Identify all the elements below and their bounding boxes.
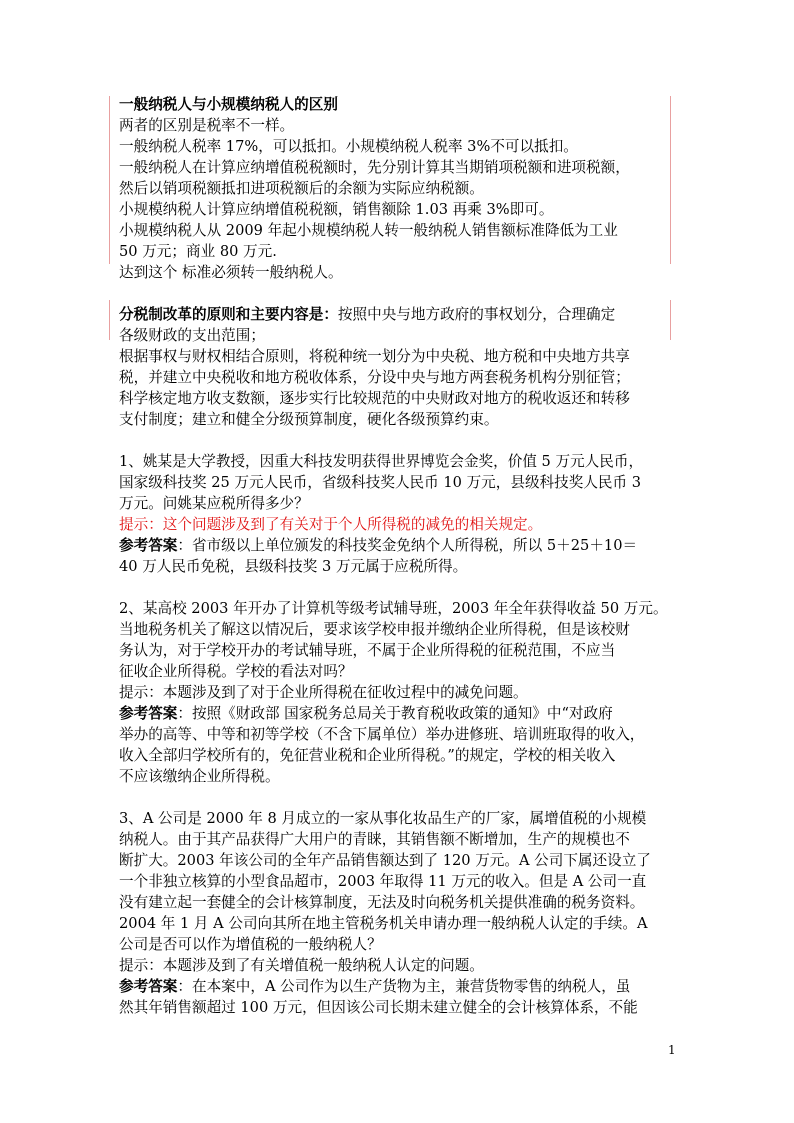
text-line: 根据事权与财权相结合原则，将税种统一划分为中央税、地方税和中央地方共享 (119, 348, 630, 365)
question-2-hint: 提示：本题涉及到了对于企业所得税在征收过程中的减免问题。 (119, 684, 528, 701)
revision-bar-right (670, 96, 671, 264)
text-line: 不应该缴纳企业所得税。 (119, 768, 280, 785)
text-line: 然其年销售额超过 100 万元，但因该公司长期未建立健全的会计核算体系，不能 (119, 999, 638, 1016)
text-line: 各级财政的支出范围； (119, 327, 265, 344)
question-3-line: 没有建立起一套健全的会计核算制度，无法及时向税务机关提供准确的税务资料。 (119, 894, 645, 911)
section-reform-intro: 分税制改革的原则和主要内容是：按照中央与地方政府的事权划分，合理确定 (119, 306, 616, 323)
text-line: 支付制度；建立和健全分级预算制度，硬化各级预算约束。 (119, 411, 499, 428)
question-3-line: 公司是否可以作为增值税的一般纳税人？ (119, 936, 382, 953)
section-title-tax-reform: 分税制改革的原则和主要内容是： (119, 306, 338, 323)
question-3-line: 2004 年 1 月 A 公司向其所在地主管税务机关申请办理一般纳税人认定的手续。A (119, 915, 648, 932)
question-3-answer: 参考答案：在本案中，A 公司作为以生产货物为主，兼营货物零售的纳税人，虽 (119, 978, 631, 995)
revision-bar-left (109, 96, 110, 264)
question-1-hint: 提示：这个问题涉及到了有关对于个人所得税的减免的相关规定。 (119, 516, 543, 533)
text-line: 税，并建立中央税收和地方税收体系，分设中央与地方两套税务机构分别征管； (119, 369, 630, 386)
text-line: 收入全部归学校所有的，免征营业税和企业所得税。”的规定，学校的相关收入 (119, 747, 616, 764)
text-line: 40 万人民币免税，县级科技奖 3 万元属于应税所得。 (119, 558, 468, 575)
text-line: 一般纳税人税率 17%，可以抵扣。小规模纳税人税率 3%不可以抵扣。 (119, 138, 578, 155)
text-line: 达到这个 标准必须转一般纳税人。 (119, 264, 343, 281)
answer-label: 参考答案 (119, 705, 178, 722)
text-line: 小规模纳税人计算应纳增值税税额，销售额除 1.03 再乘 3%即可。 (119, 201, 554, 218)
question-1-line: 国家级科技奖 25 万元人民币，省级科技奖人民币 10 万元，县级科技奖人民币 3 (119, 474, 642, 491)
question-2-answer: 参考答案：按照《财政部 国家税务总局关于教育税收政策的通知》中“对政府 (119, 705, 613, 722)
revision-bar-left-2 (109, 300, 110, 340)
text-line: 一般纳税人在计算应纳增值税税额时，先分别计算其当期销项税额和进项税额， (119, 159, 630, 176)
question-1-line: 1、姚某是大学教授，因重大科技发明获得世界博览会金奖，价值 5 万元人民币， (119, 453, 644, 470)
question-2-line: 征收企业所得税。学校的看法对吗？ (119, 663, 353, 680)
text-line: 两者的区别是税率不一样。 (119, 117, 295, 134)
text-line: 举办的高等、中等和初等学校（不含下属单位）举办进修班、培训班取得的收入， (119, 726, 645, 743)
answer-label: 参考答案 (119, 537, 178, 554)
text-line: 50 万元；商业 80 万元. (119, 243, 277, 260)
question-2-line: 2、某高校 2003 年开办了计算机等级考试辅导班，2003 年全年获得收益 50 万元。 (119, 600, 668, 617)
text-line: 然后以销项税额抵扣进项税额后的余额为实际应纳税额。 (119, 180, 484, 197)
question-3-hint: 提示：本题涉及到了有关增值税一般纳税人认定的问题。 (119, 957, 484, 974)
answer-label: 参考答案 (119, 978, 178, 995)
question-1-line: 万元。问姚某应税所得多少？ (119, 495, 309, 512)
question-1-answer: 参考答案：省市级以上单位颁发的科技奖金免纳个人所得税，所以 5＋25＋10＝ (119, 537, 638, 554)
page-number: 1 (668, 1043, 676, 1057)
question-2-line: 务认为，对于学校开办的考试辅导班，不属于企业所得税的征税范围，不应当 (119, 642, 616, 659)
question-2-line: 当地税务机关了解这以情况后，要求该学校申报并缴纳企业所得税，但是该校财 (119, 621, 630, 638)
section-title-taxpayer-types: 一般纳税人与小规模纳税人的区别 (119, 96, 338, 113)
question-3-line: 断扩大。2003 年该公司的全年产品销售额达到了 120 万元。A 公司下属还设立了 (119, 852, 651, 869)
question-3-line: 一个非独立核算的小型食品超市，2003 年取得 11 万元的收入。但是 A 公司一直 (119, 873, 647, 890)
question-3-line: 纳税人。由于其产品获得广大用户的青睐，其销售额不断增加，生产的规模也不 (119, 831, 630, 848)
question-3-line: 3、A 公司是 2000 年 8 月成立的一家从事化妆品生产的厂家，属增值税的小规模 (119, 810, 647, 827)
revision-bar-right-2 (670, 300, 671, 340)
text-line: 小规模纳税人从 2009 年起小规模纳税人转一般纳税人销售额标准降低为工业 (119, 222, 618, 239)
text-line: 科学核定地方收支数额，逐步实行比较规范的中央财政对地方的税收返还和转移 (119, 390, 630, 407)
